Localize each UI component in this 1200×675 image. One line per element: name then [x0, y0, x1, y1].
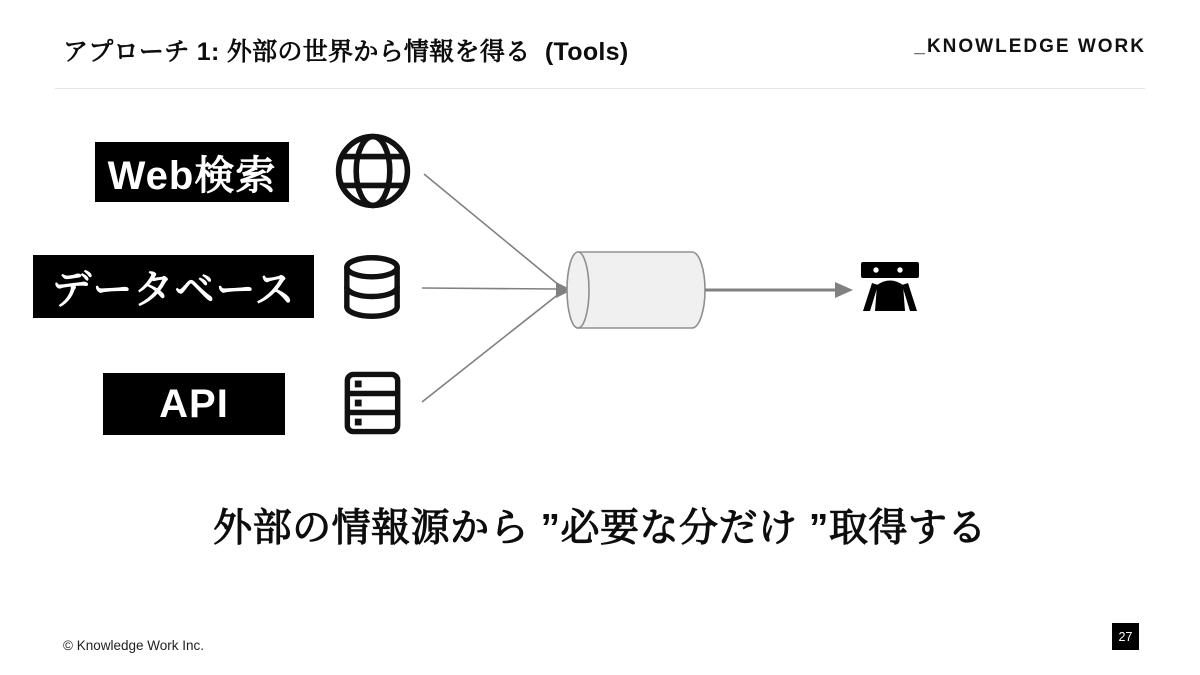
page-title: アプローチ 1: 外部の世界から情報を得る (Tools): [63, 38, 629, 66]
header-divider: [55, 88, 1145, 89]
output-arrow: [705, 282, 853, 298]
arrow-from-web: [424, 174, 560, 286]
key-message: 外部の情報源から ”必要な分だけ ”取得する: [213, 507, 987, 550]
knowledge-work-logo: _KNOWLEDGE WORK: [914, 36, 1146, 57]
label-database: データベース: [33, 255, 314, 318]
converging-arrowhead: [556, 282, 572, 298]
label-api: API: [103, 373, 285, 435]
robot-icon: [858, 262, 922, 319]
arrow-from-database: [422, 288, 558, 289]
arrow-from-api: [422, 293, 560, 402]
server-icon: [338, 369, 407, 442]
label-web-search: Web検索: [95, 142, 289, 202]
converging-arrows: [422, 174, 560, 402]
pipeline-cylinder: [567, 252, 705, 328]
copyright-text: © Knowledge Work Inc.: [63, 638, 205, 653]
globe-icon: [333, 131, 413, 216]
page-number-badge: 27: [1112, 623, 1139, 650]
database-icon: [338, 252, 406, 327]
